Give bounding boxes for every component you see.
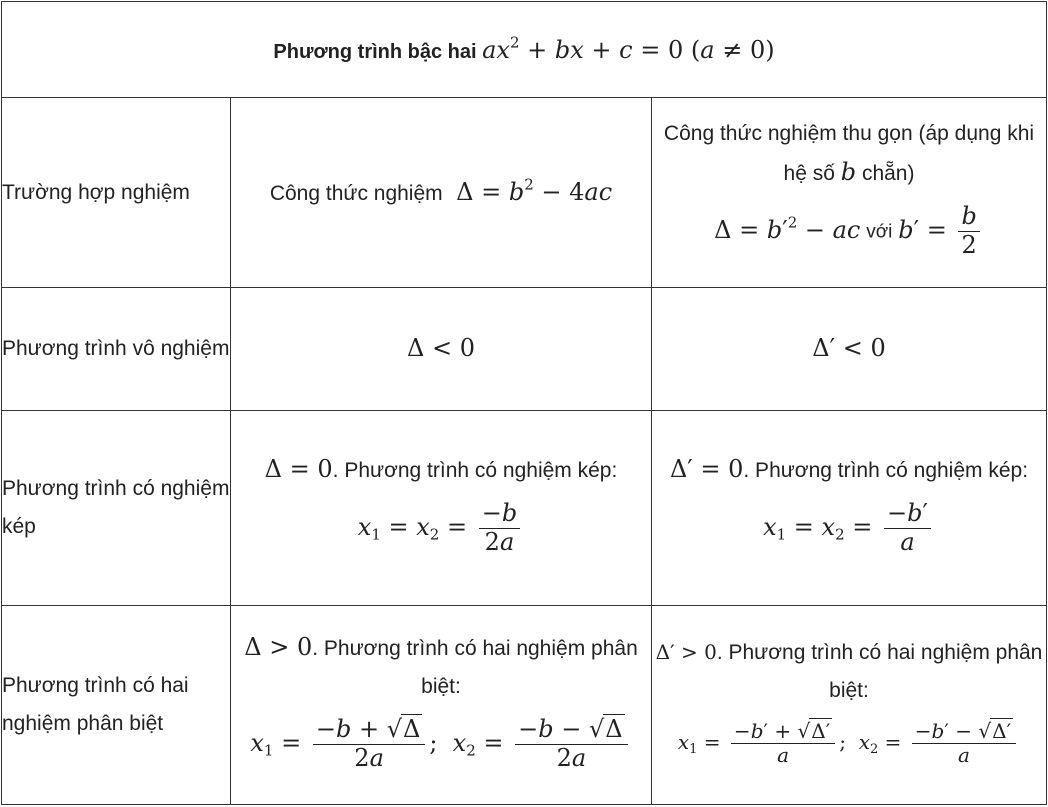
reduced-discriminant-formula: $\Delta = b'^2$ − ac xyxy=(714,213,861,244)
discriminant-formula: $\Delta = b^2 - 4ac$ xyxy=(456,175,613,206)
delta-prime-zero: Δ′ = 0 xyxy=(669,454,744,483)
row-case-label: Phương trình có nghiệm kép xyxy=(2,477,230,538)
delta-zero: Δ = 0 xyxy=(264,454,333,483)
row-case-cell xyxy=(2,411,231,606)
row-case-label: Phương trình có hai nghiệm phân biệt xyxy=(2,674,189,735)
delta-prime-positive: Δ′ > 0 xyxy=(655,640,717,664)
header-case-cell xyxy=(2,98,231,288)
double-root-formula: $x_1 = x_2$ = $\frac{-b}{2a}$ xyxy=(358,513,524,541)
two-roots-formula: $x_1$ = $\frac{-b + √\Delta}{2a}$ ; $x_2$ = $\frac{-b - √\Delta}{2a}$ xyxy=(250,729,631,757)
table-title xyxy=(2,2,1047,98)
row-reduced-cell xyxy=(652,411,1047,606)
quadratic-formula-table xyxy=(1,1,1047,805)
double-root-text-reduced: . Phương trình có nghiệm kép: xyxy=(743,458,1029,482)
header-case-label: Trường hợp nghiệm xyxy=(2,180,190,204)
header-reduced-label: Công thức nghiệm thu gọn (áp dụng khi hệ số xyxy=(663,122,1035,186)
coefficient-b: b xyxy=(840,158,857,187)
delta-prime-negative: Δ′ < 0 xyxy=(812,334,886,362)
delta-negative: Δ < 0 xyxy=(407,334,475,362)
double-root-formula-reduced: $x_1 = x_2$ = $\frac{-b'}{a}$ xyxy=(763,513,935,541)
row-case-cell xyxy=(2,288,231,411)
title-equation: $ax^2$ + bx + c = 0 (a ≠ 0) xyxy=(482,33,775,64)
header-reduced-cell xyxy=(652,98,1047,288)
two-roots-text: . Phương trình có hai nghiệm phân biệt: xyxy=(312,636,638,698)
title-text: Phương trình bậc hai xyxy=(273,40,477,63)
row-case-label: Phương trình vô nghiệm xyxy=(2,337,230,360)
row-formula-cell xyxy=(231,411,652,606)
b-prime-formula: b′ = $\frac{b}{2}$ xyxy=(898,216,984,244)
header-formula-label: Công thức nghiệm xyxy=(269,181,443,205)
two-roots-text-reduced: . Phương trình có hai nghiệm phân biệt: xyxy=(716,641,1043,702)
row-formula-cell xyxy=(231,288,652,411)
two-roots-formula-reduced: $x_1$ = $\frac{-b' + √\Delta'}{a}$ ; $x_2$ = $\frac{-b' - √\Delta'}{a}$ xyxy=(678,730,1020,754)
row-formula-cell xyxy=(231,606,652,805)
delta-positive: Δ > 0 xyxy=(244,632,313,661)
header-formula-cell xyxy=(231,98,652,288)
row-reduced-cell xyxy=(652,288,1047,411)
row-reduced-cell xyxy=(652,606,1047,805)
double-root-text: . Phương trình có nghiệm kép: xyxy=(332,458,618,482)
voi-text: với xyxy=(866,222,893,243)
row-case-cell xyxy=(2,606,231,805)
header-reduced-label-end: chẵn) xyxy=(861,162,915,186)
